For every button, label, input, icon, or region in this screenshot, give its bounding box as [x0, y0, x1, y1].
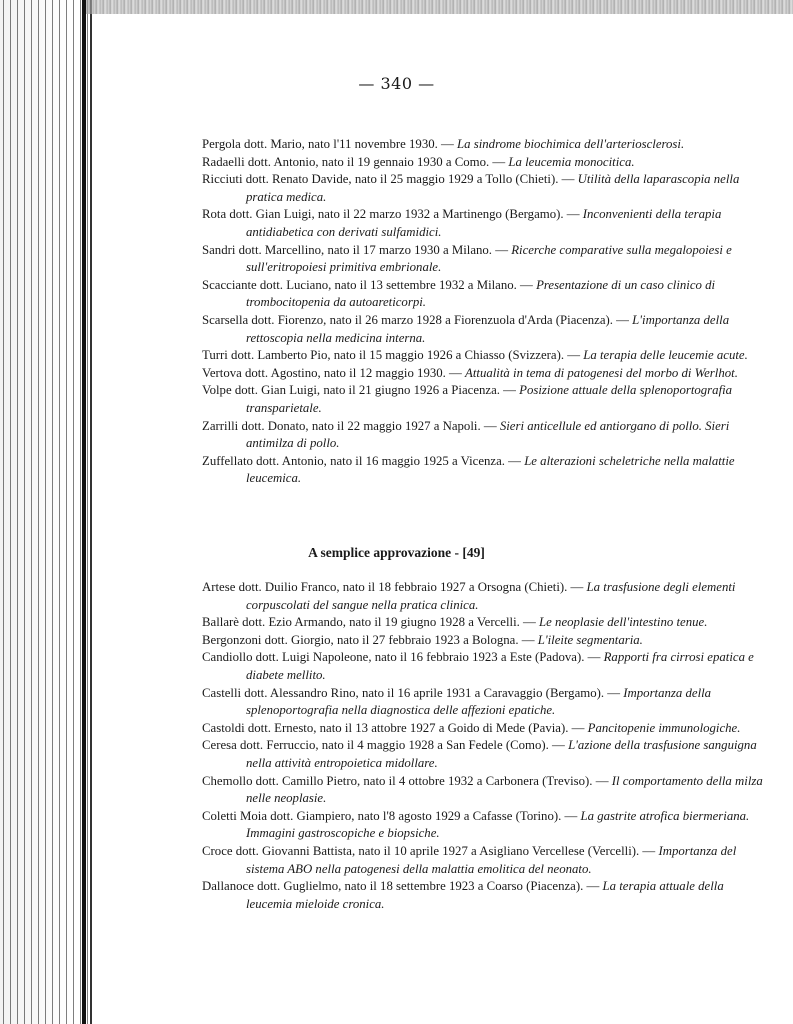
- entry-author: Ballarè dott. Ezio Armando, nato il 19 giugno 1928 a Vercelli. —: [202, 615, 540, 630]
- entry-author: Ricciuti dott. Renato Davide, nato il 25 maggio 1929 a Tollo (Chieti). —: [202, 172, 578, 187]
- entry-list-first: [202, 136, 767, 488]
- list-entry: [202, 418, 767, 453]
- entry-author: Dallanoce dott. Guglielmo, nato il 18 settembre 1923 a Coarso (Piacenza). —: [202, 879, 603, 894]
- entry-author: Ceresa dott. Ferruccio, nato il 4 maggio 1928 a San Fedele (Como). —: [202, 738, 569, 753]
- page-number: — 340 —: [358, 74, 435, 93]
- entry-thesis-title: La trasfusione degli elementi corpuscolati del sangue nella pratica clinica.: [246, 580, 736, 612]
- list-entry: [202, 453, 767, 488]
- list-entry: [202, 242, 767, 277]
- entry-thesis-title: Le neoplasie dell'intestino tenue.: [539, 615, 708, 630]
- scan-top-noise: [86, 0, 793, 14]
- entry-author: Scacciante dott. Luciano, nato il 13 settembre 1932 a Milano. —: [202, 277, 537, 292]
- entry-thesis-title: La gastrite atrofica biermeriana. Immagini gastroscopiche e biopsiche.: [246, 808, 750, 841]
- section-heading: A semplice approvazione - [49]: [308, 545, 485, 560]
- entry-thesis-title: Sieri anticellule ed antiorgano di pollo. Sieri antimilza di pollo.: [246, 418, 730, 451]
- entry-thesis-title: Le alterazioni scheletriche nella malattie leucemica.: [246, 453, 735, 486]
- entry-thesis-title: La terapia delle leucemie acute.: [583, 348, 748, 363]
- entry-thesis-title: Inconvenienti della terapia antidiabetica con derivati sulfamidici.: [246, 207, 722, 239]
- list-entry: [202, 365, 767, 383]
- scan-binding-line-inner: [90, 0, 92, 1024]
- list-entry: [202, 614, 767, 632]
- entry-author: Pergola dott. Mario, nato l'11 novembre 1930. —: [202, 137, 458, 151]
- entry-thesis-title: Posizione attuale della splenoportografia transparietale.: [246, 383, 733, 415]
- list-entry: [202, 685, 767, 720]
- entry-author: Rota dott. Gian Luigi, nato il 22 marzo 1932 a Martinengo (Bergamo). —: [202, 207, 583, 222]
- entry-author: Artese dott. Duilio Franco, nato il 18 febbraio 1927 a Orsogna (Chieti). —: [202, 580, 587, 594]
- entry-author: Candiollo dott. Luigi Napoleone, nato il 16 febbraio 1923 a Este (Padova). —: [202, 650, 604, 665]
- entry-thesis-title: Attualità in tema di patogenesi del morbo di Werlhot.: [465, 365, 738, 380]
- entry-thesis-title: La leucemia monocitica.: [508, 154, 635, 169]
- list-entry: [202, 206, 767, 241]
- entry-author: Croce dott. Giovanni Battista, nato il 10 aprile 1927 a Asigliano Vercellese (Vercelli). —: [202, 843, 659, 858]
- list-entry: [202, 649, 767, 684]
- entry-author: Volpe dott. Gian Luigi, nato il 21 giugno 1926 a Piacenza. —: [202, 383, 520, 398]
- entry-thesis-title: L'ileite segmentaria.: [537, 632, 643, 647]
- entry-author: Scarsella dott. Fiorenzo, nato il 26 marzo 1928 a Fiorenzuola d'Arda (Piacenza). —: [202, 312, 633, 327]
- list-entry: [202, 382, 767, 417]
- list-entry: [202, 808, 767, 843]
- entry-thesis-title: La terapia attuale della leucemia mieloide cronica.: [246, 879, 724, 911]
- entry-list-second: [202, 579, 767, 913]
- entry-author: Bergonzoni dott. Giorgio, nato il 27 febbraio 1923 a Bologna. —: [202, 632, 538, 647]
- entry-thesis-title: L'azione della trasfusione sanguigna nella attività entropoietica midollare.: [246, 738, 757, 770]
- entry-author: Sandri dott. Marcellino, nato il 17 marzo 1930 a Milano. —: [202, 242, 512, 257]
- entry-author: Zuffellato dott. Antonio, nato il 16 maggio 1925 a Vicenza. —: [202, 453, 525, 468]
- entry-thesis-title: Importanza della splenoportografia nella diagnostica delle affezioni epatiche.: [246, 685, 712, 718]
- entry-author: Vertova dott. Agostino, nato il 12 maggio 1930. —: [202, 365, 466, 380]
- entry-author: Castoldi dott. Ernesto, nato il 13 attobre 1927 a Goido di Mede (Pavia). —: [202, 720, 588, 735]
- list-entry: [202, 312, 767, 347]
- scan-binding-line: [82, 0, 86, 1024]
- list-entry: [202, 632, 767, 650]
- entry-thesis-title: Presentazione di un caso clinico di trombocitopenia da autoareticorpi.: [246, 277, 716, 310]
- entry-thesis-title: Utilità della laparascopia nella pratica medica.: [246, 172, 740, 204]
- entry-author: Radaelli dott. Antonio, nato il 19 gennaio 1930 a Como. —: [202, 154, 509, 169]
- list-entry: [202, 720, 767, 738]
- list-entry: [202, 878, 767, 913]
- entry-thesis-title: Ricerche comparative sulla megalopoiesi e sull'eritropoiesi primitiva embrionale.: [246, 242, 732, 275]
- list-entry: [202, 347, 767, 365]
- list-entry: [202, 843, 767, 878]
- list-entry: [202, 154, 767, 172]
- list-entry: [202, 579, 767, 614]
- entry-thesis-title: Il comportamento della milza nelle neoplasie.: [246, 773, 763, 806]
- entry-author: Chemollo dott. Camillo Pietro, nato il 4 ottobre 1932 a Carbonera (Treviso). —: [202, 773, 612, 788]
- entry-author: Turri dott. Lamberto Pio, nato il 15 maggio 1926 a Chiasso (Svizzera). —: [202, 348, 584, 363]
- list-entry: [202, 171, 767, 206]
- list-entry: [202, 737, 767, 772]
- entry-author: Castelli dott. Alessandro Rino, nato il 16 aprile 1931 a Caravaggio (Bergamo). —: [202, 685, 624, 700]
- list-entry: [202, 277, 767, 312]
- entry-author: Coletti Moia dott. Giampiero, nato l'8 agosto 1929 a Cafasse (Torino). —: [202, 808, 581, 823]
- list-entry: [202, 773, 767, 808]
- entry-thesis-title: L'importanza della rettoscopia nella medicina interna.: [246, 312, 730, 345]
- list-entry: [202, 136, 767, 154]
- entry-author: Zarrilli dott. Donato, nato il 22 maggio 1927 a Napoli. —: [202, 418, 500, 433]
- entry-thesis-title: Rapporti fra cirrosi epatica e diabete mellito.: [246, 650, 754, 682]
- entry-thesis-title: Importanza del sistema ABO nella patogenesi della malattia emolitica del neonato.: [246, 843, 737, 876]
- entry-thesis-title: Pancitopenie immunologiche.: [587, 720, 741, 735]
- scan-binding-edge: [0, 0, 92, 1024]
- entry-thesis-title: La sindrome biochimica dell'arteriosclerosi.: [457, 137, 685, 151]
